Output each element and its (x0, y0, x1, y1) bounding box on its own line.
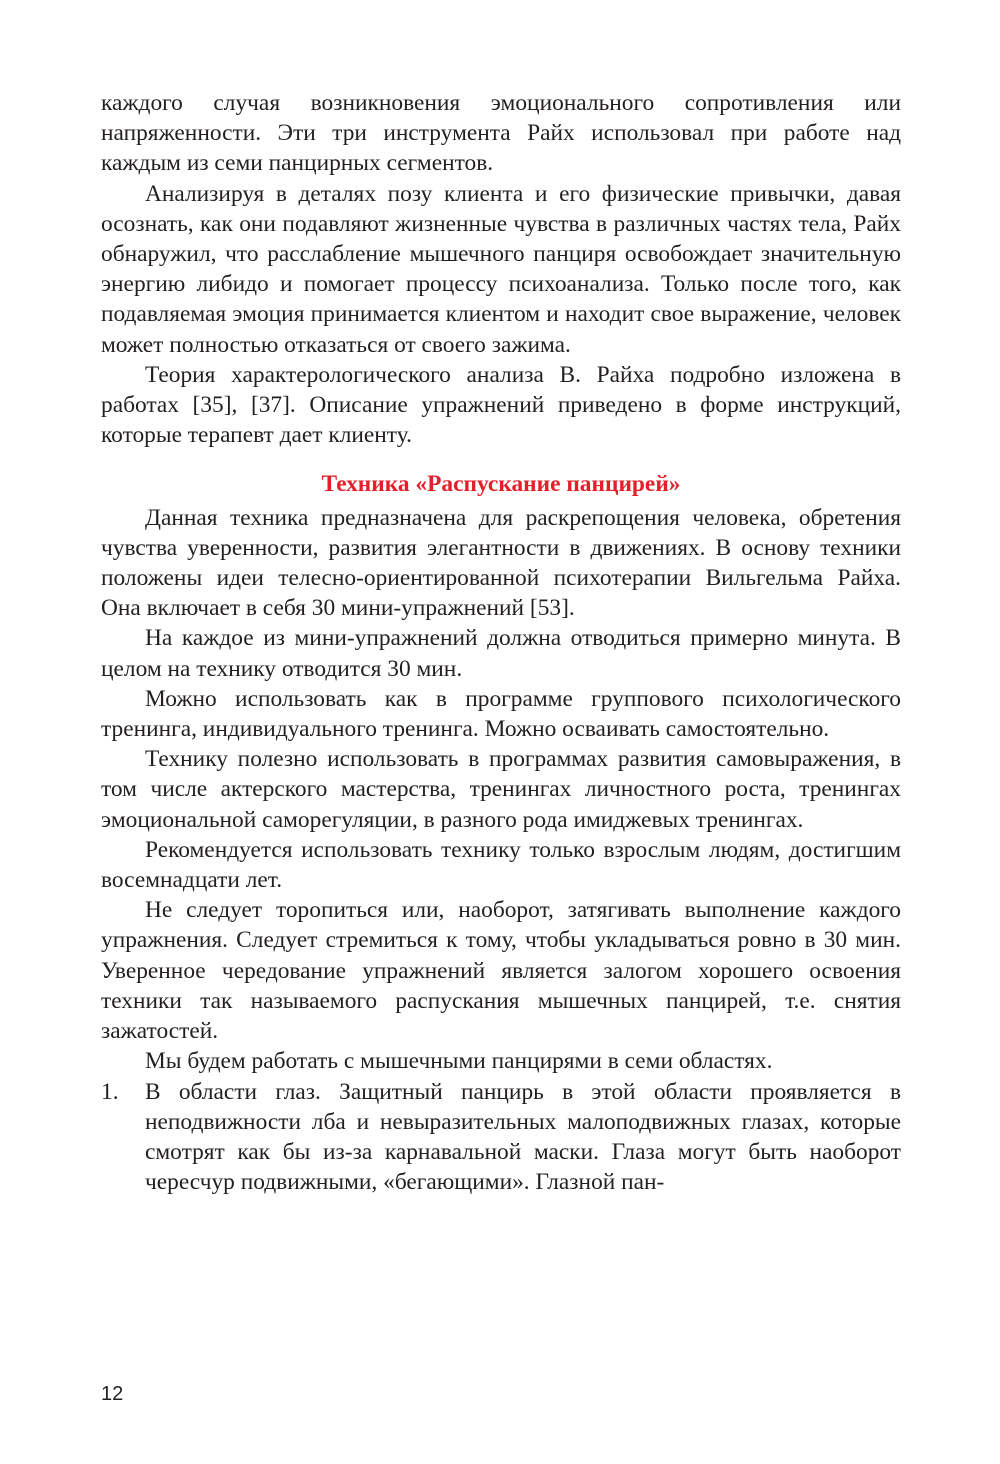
paragraph: Мы будем работать с мышечными панцирями в семи областях. (145, 1048, 773, 1075)
paragraph-continuation: каждого случая возникновения эмоционального сопротивления или напряженности. Эти три инструмента Райх использовал при работе над каждым из семи панцирных сегментов. (101, 90, 901, 177)
paragraph: Теория характерологического анализа В. Райха подробно изложена в работах [35], [37]. Описание упражнений приведено в форме инструкций, которые терапевт дает клиенту. (101, 361, 901, 449)
paragraph: Можно использовать как в программе группового психологического тренинга, индивидуального тренинга. Можно осваивать самостоятельно. (101, 685, 901, 743)
paragraph: Технику полезно использовать в программах развития самовыражения, в том числе актерского мастерства, тренингах личностного роста, тренингах эмоциональной саморегуляции, в разного рода имиджевых тренингах. (101, 746, 901, 833)
paragraph: Рекомендуется использовать технику только взрослым людям, достигшим восемнадцати лет. (101, 836, 901, 894)
text-column (101, 88, 901, 1197)
paragraph: Данная техника предназначена для раскрепощения человека, обретения чувства уверенности, развития элегантности в движениях. В основу техники положены идеи телесно-ориентированной психотерапии Вильгельма Райха. Она включает в себя 30 мини-упражнений [53]. (101, 504, 901, 622)
list-item-text: В области глаз. Защитный панцирь в этой области проявляется в неподвижности лба и невыразительных малоподвижных глазах, которые смотрят как бы из-за карнавальной маски. Глаза могут быть наоборот чересчур подвижными, «бегающими». Глазной пан- (145, 1078, 901, 1196)
section-title: Техника «Распускание панцирей» (321, 471, 681, 498)
page-number: 12 (101, 1383, 124, 1405)
list-item (101, 1077, 901, 1198)
paragraph: Анализируя в деталях позу клиента и его физические привычки, давая осознать, как они подавляют жизненные чувства в различных частях тела, Райх обнаружил, что расслабление мышечного панциря освобождает значительную энергию либидо и помогает процессу психоанализа. Только после того, как подавляемая эмоция принимается клиентом и находит свое выражение, человек может полностью отказаться от своего зажима. (101, 180, 901, 358)
list-item-number: 1. (101, 1078, 119, 1105)
paragraph: На каждое из мини-упражнений должна отводиться примерно минута. В целом на технику отводится 30 мин. (101, 625, 901, 682)
paragraph: Не следует торопиться или, наоборот, затягивать выполнение каждого упражнения. Следует стремиться к тому, чтобы укладываться ровно в 30 мин. Уверенное чередование упражнений является залогом хорошего освоения техники так называемого распускания мышечных панцирей, т.е. снятия зажатостей. (101, 897, 901, 1045)
